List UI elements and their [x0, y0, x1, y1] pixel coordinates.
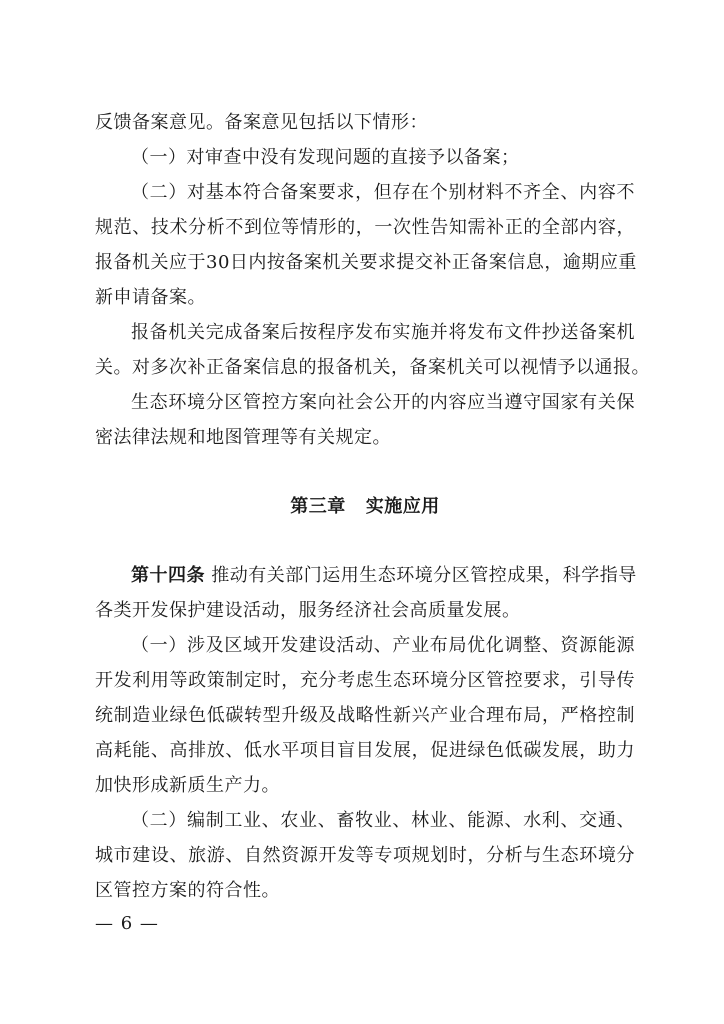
text-line: 统制造业绿色低碳转型升级及战略性新兴产业合理布局，严格控制 — [95, 705, 635, 726]
text-line: 各类开发保护建设活动，服务经济社会高质量发展。 — [95, 600, 521, 621]
text-line: 新申请备案。 — [95, 287, 206, 308]
chapter-heading — [95, 489, 635, 524]
document-body — [95, 105, 650, 908]
article-number: 第十四条 — [131, 565, 205, 586]
text-line: （一）对审查中没有发现问题的直接予以备案； — [131, 147, 520, 168]
text-line: 反馈备案意见。备案意见包括以下情形： — [95, 112, 428, 133]
text-line: 报备机关完成备案后按程序发布实施并将发布文件抄送备案机 — [131, 322, 635, 343]
text-line: 城市建设、旅游、自然资源开发等专项规划时，分析与生态环境分 — [95, 845, 635, 866]
text-line: 规范、技术分析不到位等情形的，一次性告知需补正的全部内容， — [95, 217, 635, 238]
text-line: （二）编制工业、农业、畜牧业、林业、能源、水利、交通、 — [131, 810, 635, 831]
text-line: 开发利用等政策制定时，充分考虑生态环境分区管控要求，引导传 — [95, 670, 635, 691]
page-number: — 6 — — [95, 913, 159, 934]
chapter-number: 第三章 — [290, 496, 346, 517]
article-first-line — [95, 558, 635, 593]
text-line: （二）对基本符合备案要求，但存在个别材料不齐全、内容不 — [131, 182, 635, 203]
text-line: 区管控方案的符合性。 — [95, 880, 280, 901]
text-line: 关。对多次补正备案信息的报备机关，备案机关可以视情予以通报。 — [95, 357, 650, 378]
text-line: 生态环境分区管控方案向社会公开的内容应当遵守国家有关保 — [131, 392, 635, 413]
text-line: （一）涉及区域开发建设活动、产业布局优化调整、资源能源 — [131, 635, 635, 656]
chapter-title: 实施应用 — [365, 496, 440, 517]
text-line: 加快形成新质生产力。 — [95, 775, 280, 796]
article-text: 推动有关部门运用生态环境分区管控成果，科学指导 — [211, 565, 637, 586]
text-line: 报备机关应于30日内按备案机关要求提交补正备案信息，逾期应重 — [95, 252, 637, 273]
text-line: 高耗能、高排放、低水平项目盲目发展，促进绿色低碳发展，助力 — [95, 740, 635, 761]
text-line: 密法律法规和地图管理等有关规定。 — [95, 427, 391, 448]
